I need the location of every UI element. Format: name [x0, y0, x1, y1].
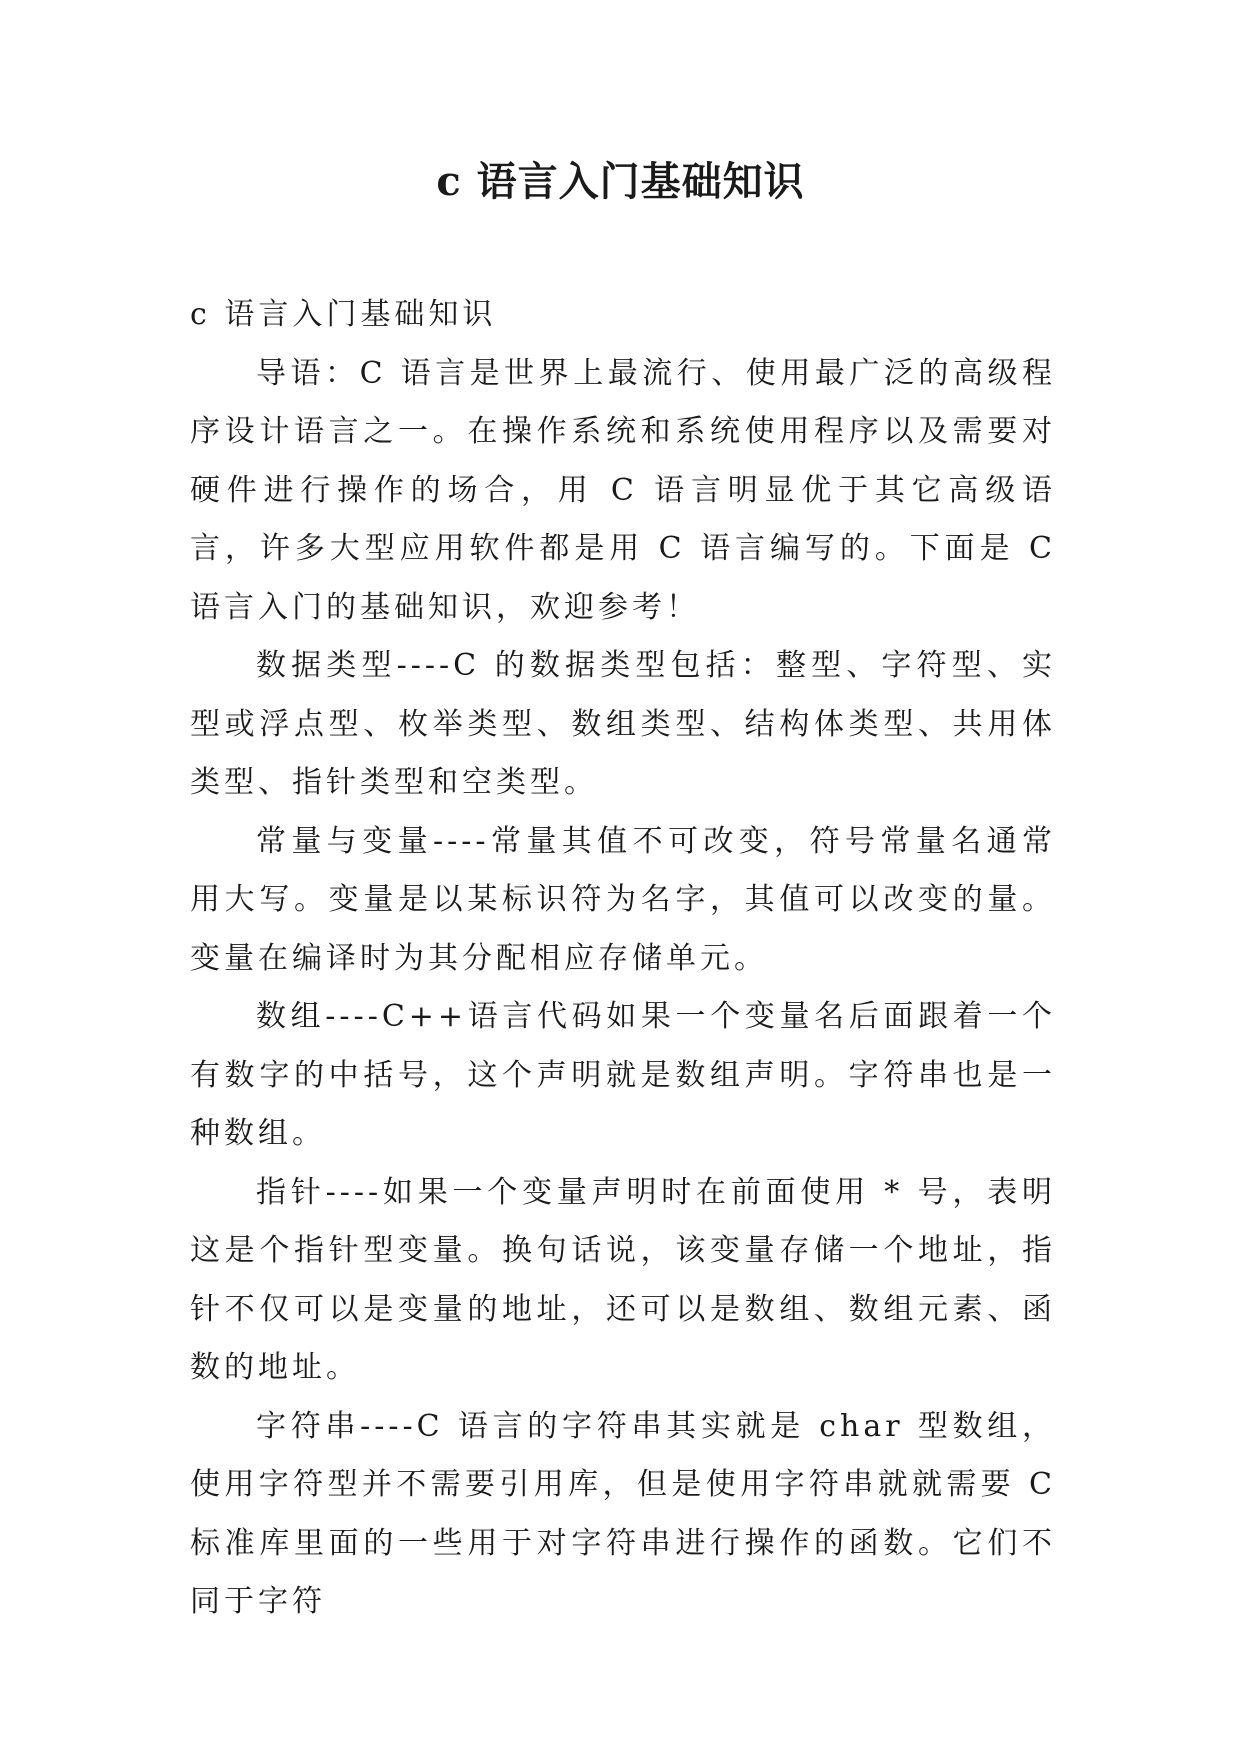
- pointers-paragraph: 指针----如果一个变量声明时在前面使用 * 号，表明这是个指针型变量。换句话说，该变量存储一个地址，指针不仅可以是变量的地址，还可以是数组、数组元素、函数的地址。: [190, 1174, 1056, 1385]
- data-types-paragraph: 数据类型----C 的数据类型包括：整型、字符型、实型或浮点型、枚举类型、数组类型、结构体类型、共用体类型、指针类型和空类型。: [190, 648, 1056, 800]
- intro-paragraph: 导语：C 语言是世界上最流行、使用最广泛的高级程序设计语言之一。在操作系统和系统使用程序以及需要对硬件进行操作的场合，用 C 语言明显优于其它高级语言，许多大型应用软件都是用 C 语言编写的。下面是 C 语言入门的基础知识，欢迎参考！: [190, 355, 1056, 625]
- arrays-paragraph: 数组----C++语言代码如果一个变量名后面跟着一个有数字的中括号，这个声明就是数组声明。字符串也是一种数组。: [190, 999, 1056, 1151]
- subtitle-paragraph: c 语言入门基础知识: [190, 297, 497, 332]
- strings-paragraph: 字符串----C 语言的字符串其实就是 char 型数组，使用字符型并不需要引用库，但是使用字符串就就需要 C 标准库里面的一些用于对字符串进行操作的函数。它们不同于字符: [190, 1408, 1056, 1619]
- document-title: c 语言入门基础知识: [436, 158, 805, 205]
- constants-variables-paragraph: 常量与变量----常量其值不可改变，符号常量名通常用大写。变量是以某标识符为名字，其值可以改变的量。变量在编译时为其分配相应存储单元。: [190, 823, 1056, 976]
- document-body: [190, 286, 1056, 1632]
